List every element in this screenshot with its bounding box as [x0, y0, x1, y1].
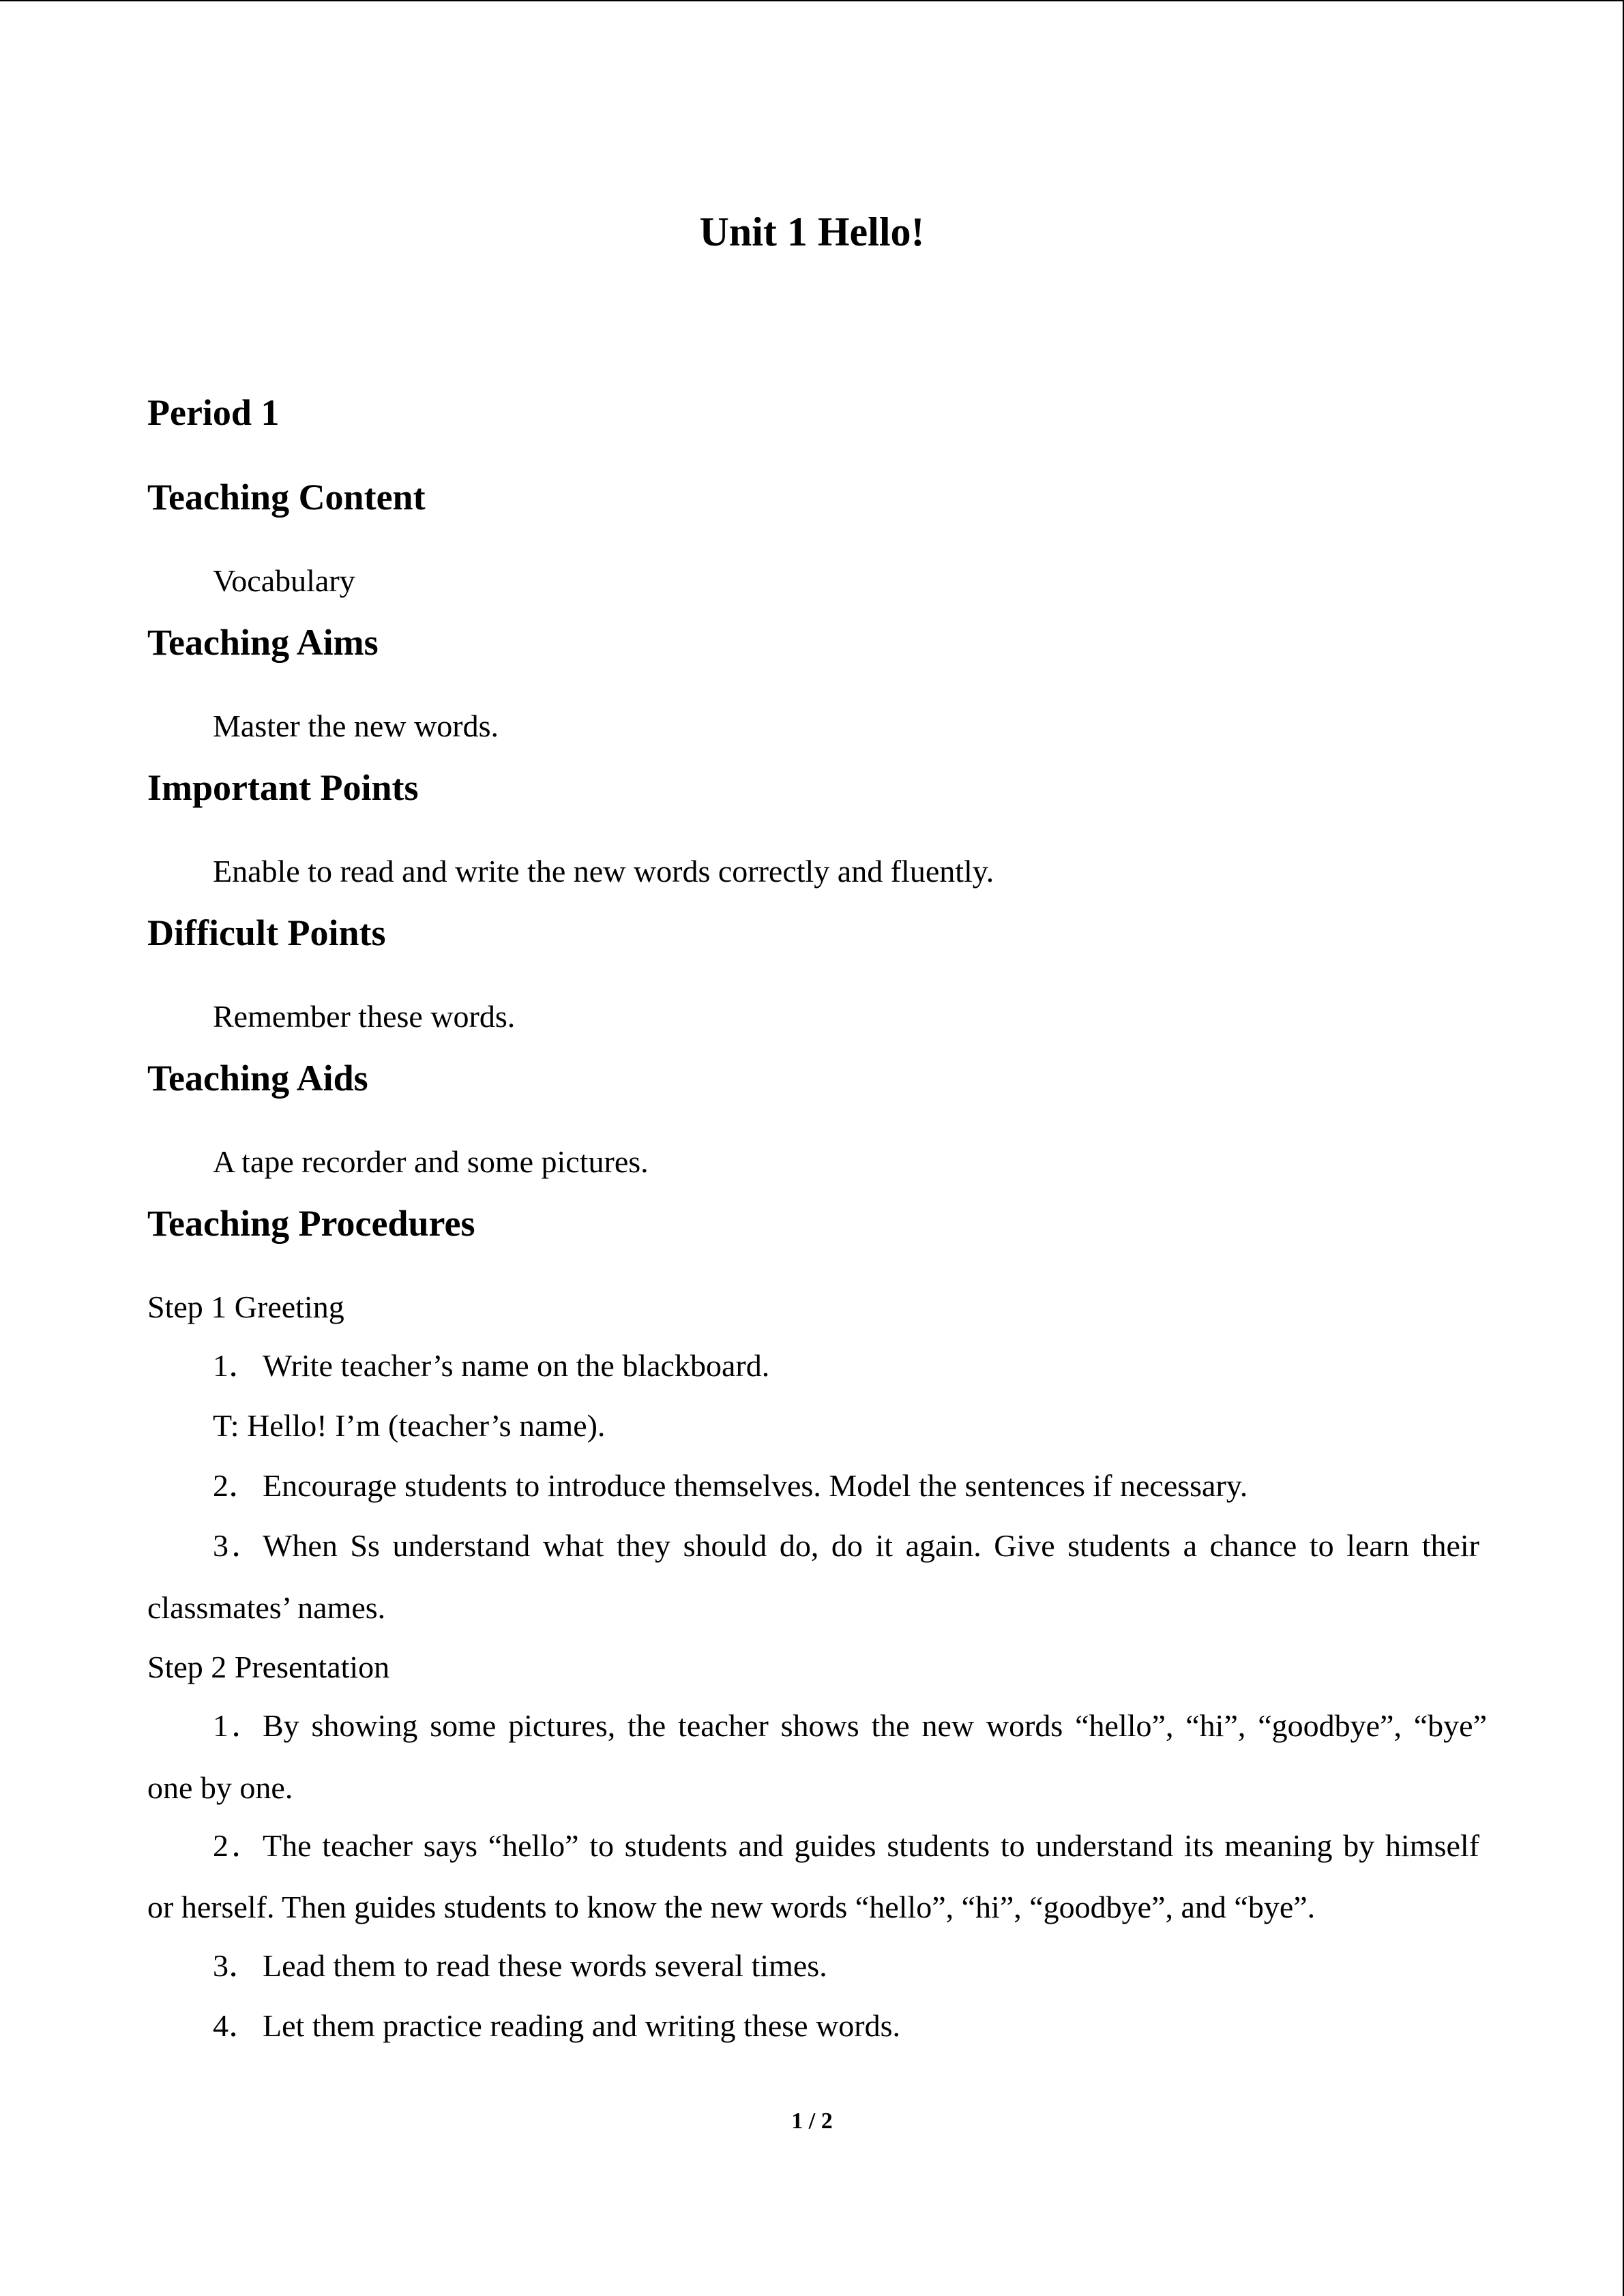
item-number: 3． — [213, 1528, 263, 1563]
teaching-aids-heading: Teaching Aids — [147, 1058, 368, 1099]
step1-item-3-continued: classmates’ names. — [147, 1590, 386, 1625]
difficult-points-text: Remember these words. — [213, 999, 516, 1034]
important-points-heading: Important Points — [147, 767, 419, 808]
difficult-points-heading: Difficult Points — [147, 912, 386, 953]
step1-item-3 — [213, 1530, 1479, 1562]
step2-item-1-continued: one by one. — [147, 1770, 293, 1805]
item-text: Encourage students to introduce themselves. Model the sentences if necessary. — [263, 1468, 1248, 1503]
step2-item-1 — [213, 1710, 1487, 1742]
teaching-aims-text: Master the new words. — [213, 709, 499, 743]
item-text: Lead them to read these words several times. — [263, 1948, 827, 1983]
step2-item-2-continued: or herself. Then guides students to know the new words “hello”, “hi”, “goodbye”, and “bye”. — [147, 1890, 1316, 1924]
item-text: Write teacher’s name on the blackboard. — [263, 1348, 770, 1383]
item-text: The teacher says “hello” to students and guides students to understand its meaning by himself — [263, 1828, 1479, 1863]
item-number: 1． — [213, 1348, 260, 1383]
item-number: 3． — [213, 1948, 260, 1983]
period-heading: Period 1 — [147, 392, 280, 433]
step2-item-3 — [213, 1950, 827, 1982]
item-text: Let them practice reading and writing these words. — [263, 2008, 901, 2043]
item-number: 4． — [213, 2008, 260, 2043]
teaching-content-heading: Teaching Content — [147, 477, 426, 518]
document-title: Unit 1 Hello! — [699, 209, 925, 254]
step1-dialogue: T: Hello! I’m (teacher’s name). — [213, 1408, 606, 1443]
item-number: 1． — [213, 1708, 263, 1743]
item-number: 2． — [213, 1828, 263, 1863]
item-number: 2． — [213, 1468, 260, 1503]
teaching-content-text: Vocabulary — [213, 563, 355, 598]
teaching-procedures-heading: Teaching Procedures — [147, 1203, 475, 1244]
step1-item-1 — [213, 1350, 769, 1382]
step1-item-2 — [213, 1470, 1247, 1502]
important-points-text: Enable to read and write the new words correctly and fluently. — [213, 854, 994, 889]
step2-title: Step 2 Presentation — [147, 1650, 390, 1684]
item-text: By showing some pictures, the teacher shows the new words “hello”, “hi”, “goodbye”, “bye” — [263, 1708, 1487, 1743]
item-text: When Ss understand what they should do, do it again. Give students a chance to learn their — [263, 1528, 1479, 1563]
step2-item-2 — [213, 1830, 1479, 1862]
step1-title: Step 1 Greeting — [147, 1289, 344, 1324]
teaching-aims-heading: Teaching Aims — [147, 622, 379, 663]
step2-item-4 — [213, 2010, 900, 2042]
teaching-aids-text: A tape recorder and some pictures. — [213, 1144, 649, 1179]
page-number: 1 / 2 — [791, 2108, 833, 2134]
